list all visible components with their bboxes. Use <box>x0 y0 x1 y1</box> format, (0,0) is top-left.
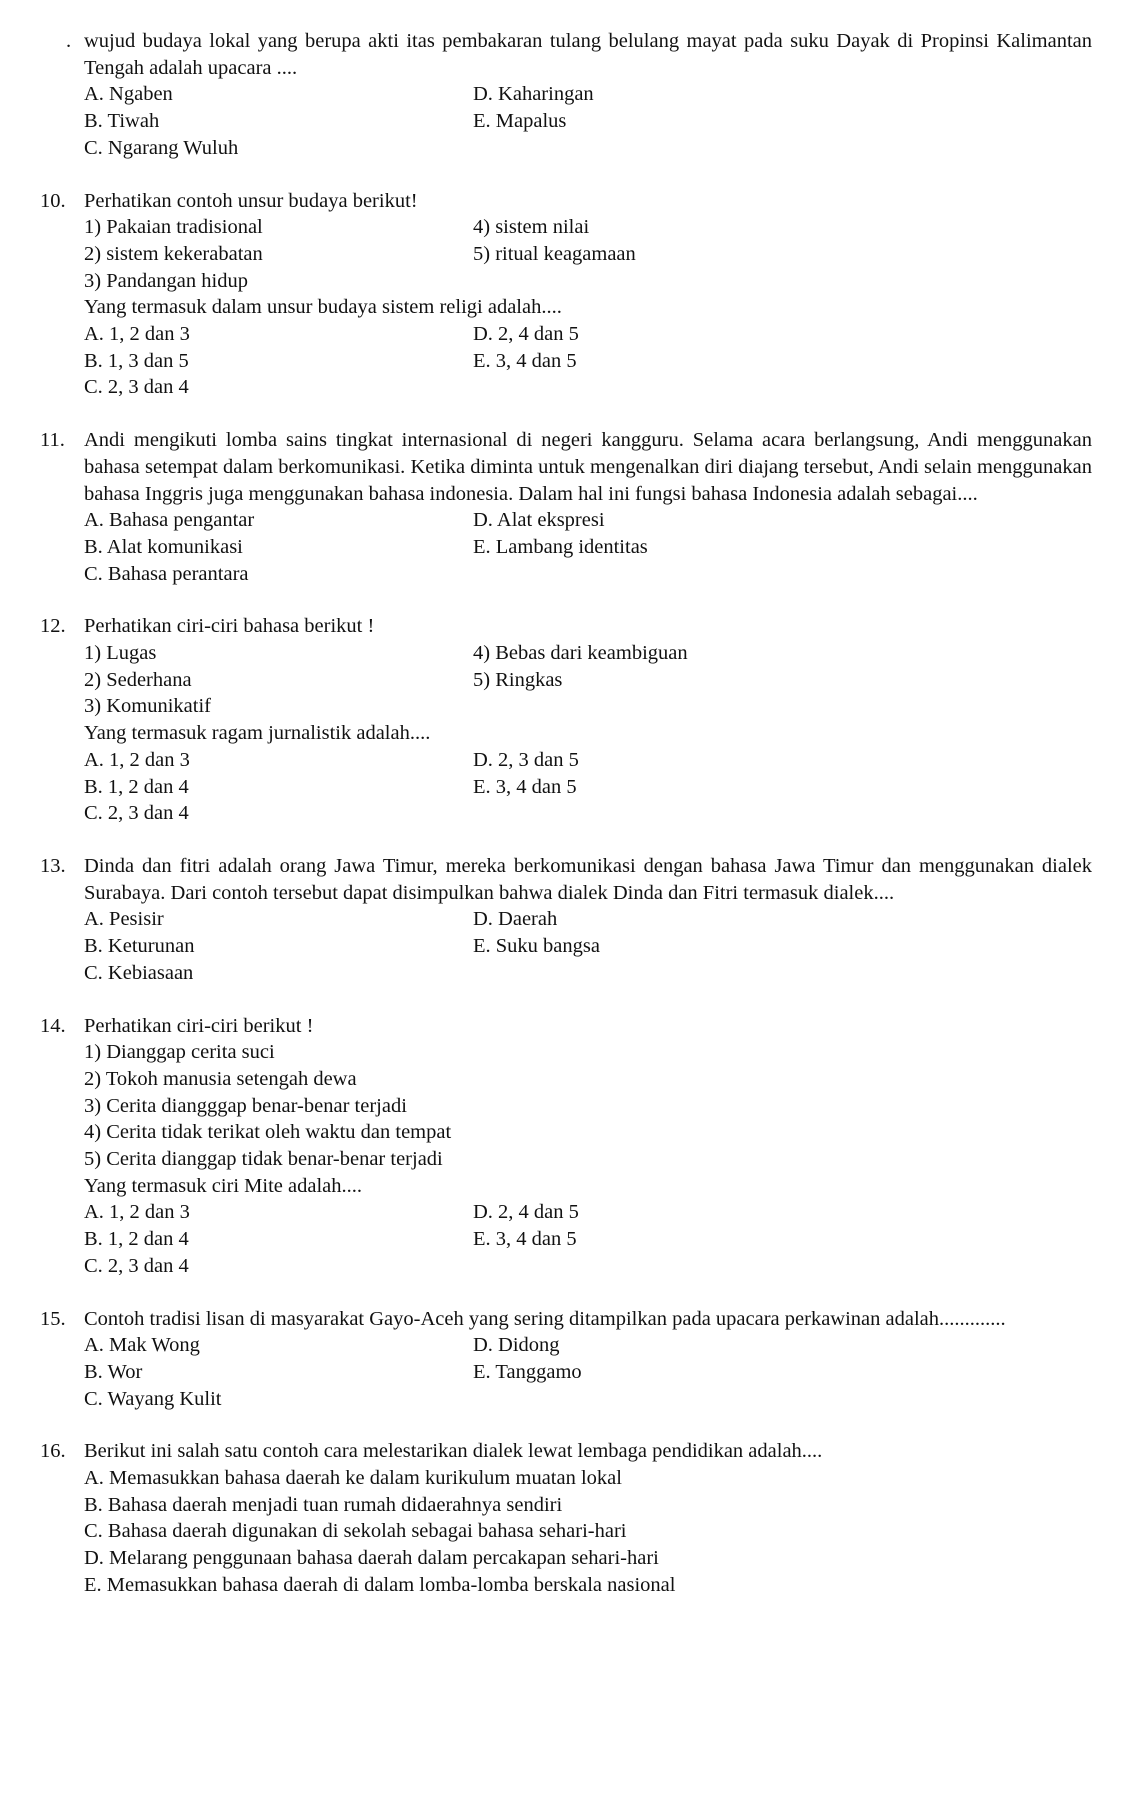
answer-options <box>84 1465 1092 1599</box>
option-d: D. Kaharingan <box>473 83 594 106</box>
option-c: C. 2, 3 dan 4 <box>84 1254 189 1277</box>
question-number: 12. <box>40 615 66 638</box>
question-stem: Perhatikan ciri-ciri bahasa berikut ! <box>84 615 375 638</box>
option-a: A. Bahasa pengantar <box>84 509 255 532</box>
question-number: 14. <box>40 1014 66 1037</box>
statement-item: 1) Pakaian tradisional <box>84 216 263 239</box>
question-stem: Berikut ini salah satu contoh cara melestarikan dialek lewat lembaga pendidikan adalah.... <box>84 1440 823 1463</box>
statement-item: 5) ritual keagamaan <box>473 242 636 265</box>
answer-options <box>84 1199 1092 1279</box>
answer-options <box>84 1332 1092 1412</box>
question-prompt: Yang termasuk ciri Mite adalah.... <box>84 1174 363 1197</box>
answer-options <box>84 507 1092 587</box>
statement-item: 3) Komunikatif <box>84 695 211 718</box>
option-d: D. Didong <box>473 1334 560 1357</box>
statement-item: 2) sistem kekerabatan <box>84 242 263 265</box>
option-d: D. 2, 3 dan 5 <box>473 748 579 771</box>
question-11 <box>40 427 1092 587</box>
option-a: A. Ngaben <box>84 83 173 106</box>
question-number: 16. <box>40 1440 66 1463</box>
answer-options <box>84 747 1092 827</box>
option-a: A. 1, 2 dan 3 <box>84 748 190 771</box>
option-b: B. Bahasa daerah menjadi tuan rumah didaerahnya sendiri <box>84 1493 563 1516</box>
option-a: A. Memasukkan bahasa daerah ke dalam kurikulum muatan lokal <box>84 1467 622 1490</box>
option-b: B. Alat komunikasi <box>84 535 243 558</box>
option-a: A. Pesisir <box>84 908 164 931</box>
option-e: E. Tanggamo <box>473 1360 582 1383</box>
question-number: 15. <box>40 1307 66 1330</box>
option-c: C. Kebiasaan <box>84 961 194 984</box>
question-prompt: Yang termasuk ragam jurnalistik adalah.... <box>84 722 431 745</box>
answer-options <box>84 906 1092 986</box>
question-14 <box>40 1013 1092 1280</box>
question-12 <box>40 613 1092 827</box>
option-b: B. 1, 2 dan 4 <box>84 775 189 798</box>
option-c: C. 2, 3 dan 4 <box>84 376 189 399</box>
statement-item: 5) Ringkas <box>473 668 563 691</box>
statement-item: 2) Sederhana <box>84 668 192 691</box>
option-a: A. 1, 2 dan 3 <box>84 323 190 346</box>
question-stem: Andi mengikuti lomba sains tingkat internasional di negeri kangguru. Selama acara berlangsung, Andi menggunakan bahasa setempat dalam berkomunikasi. Ketika diminta untuk mengenalkan diri diajang tersebut, Andi selain menggunakan bahasa Inggris juga menggunakan bahasa indonesia. Dalam hal ini fungsi bahasa Indonesia adalah sebagai.... <box>84 429 1092 505</box>
question-stem: Perhatikan contoh unsur budaya berikut! <box>84 189 418 212</box>
statement-item: 4) Bebas dari keambiguan <box>473 642 688 665</box>
option-d: D. Melarang penggunaan bahasa daerah dalam percakapan sehari-hari <box>84 1547 659 1570</box>
statement-item: 1) Lugas <box>84 642 157 665</box>
option-b: B. Tiwah <box>84 110 160 133</box>
answer-options <box>84 81 1092 161</box>
question-stem: Contoh tradisi lisan di masyarakat Gayo-Aceh yang sering ditampilkan pada upacara perkawinan adalah............. <box>84 1307 1006 1330</box>
option-b: B. Keturunan <box>84 935 195 958</box>
option-e: E. Lambang identitas <box>473 535 648 558</box>
option-e: E. 3, 4 dan 5 <box>473 775 577 798</box>
option-d: D. 2, 4 dan 5 <box>473 323 579 346</box>
option-c: C. Bahasa perantara <box>84 562 249 585</box>
option-c: C. Ngarang Wuluh <box>84 136 239 159</box>
answer-options <box>84 321 1092 401</box>
question-number: 10. <box>40 189 66 212</box>
statement-item: 5) Cerita dianggap tidak benar-benar terjadi <box>84 1148 443 1171</box>
statement-list <box>84 640 1092 720</box>
question-number: . <box>66 30 72 52</box>
option-c: C. 2, 3 dan 4 <box>84 802 189 825</box>
question-stem: wujud budaya lokal yang berupa akti itas pembakaran tulang belulang mayat pada suku Dayak di Propinsi Kalimantan Tengah adalah upacara .... <box>84 30 1092 79</box>
option-e: E. Mapalus <box>473 110 567 133</box>
option-d: D. 2, 4 dan 5 <box>473 1201 579 1224</box>
option-e: E. Suku bangsa <box>473 935 600 958</box>
question-prompt: Yang termasuk dalam unsur budaya sistem religi adalah.... <box>84 296 562 319</box>
question-10 <box>40 188 1092 402</box>
option-e: E. Memasukkan bahasa daerah di dalam lomba-lomba berskala nasional <box>84 1573 676 1596</box>
question-stem: Dinda dan fitri adalah orang Jawa Timur, mereka berkomunikasi dengan bahasa Jawa Timur dan menggunakan dialek Surabaya. Dari contoh tersebut dapat disimpulkan bahwa dialek Dinda dan Fitri termasuk dialek.... <box>84 854 1092 904</box>
question-number: 13. <box>40 854 66 877</box>
statement-item: 2) Tokoh manusia setengah dewa <box>84 1067 357 1090</box>
question-stem: Perhatikan ciri-ciri berikut ! <box>84 1014 314 1037</box>
option-e: E. 3, 4 dan 5 <box>473 349 577 372</box>
statement-list <box>84 1039 1092 1173</box>
option-d: D. Alat ekspresi <box>473 509 605 532</box>
option-b: B. 1, 2 dan 4 <box>84 1228 189 1251</box>
option-a: A. Mak Wong <box>84 1334 200 1357</box>
statement-item: 1) Dianggap cerita suci <box>84 1041 275 1064</box>
question-16 <box>40 1438 1092 1598</box>
option-e: E. 3, 4 dan 5 <box>473 1228 577 1251</box>
question-13 <box>40 853 1092 987</box>
question-number: 11. <box>40 429 65 452</box>
option-c: C. Bahasa daerah digunakan di sekolah sebagai bahasa sehari-hari <box>84 1520 627 1543</box>
statement-item: 3) Cerita diangggap benar-benar terjadi <box>84 1094 407 1117</box>
statement-item: 4) sistem nilai <box>473 216 590 239</box>
option-c: C. Wayang Kulit <box>84 1387 222 1410</box>
question-15 <box>40 1306 1092 1413</box>
option-b: B. Wor <box>84 1360 143 1383</box>
option-b: B. 1, 3 dan 5 <box>84 349 189 372</box>
statement-list <box>84 214 1092 294</box>
statement-item: 4) Cerita tidak terikat oleh waktu dan tempat <box>84 1121 452 1144</box>
option-a: A. 1, 2 dan 3 <box>84 1201 190 1224</box>
option-d: D. Daerah <box>473 908 558 931</box>
question-9 <box>40 28 1092 162</box>
statement-item: 3) Pandangan hidup <box>84 269 248 292</box>
